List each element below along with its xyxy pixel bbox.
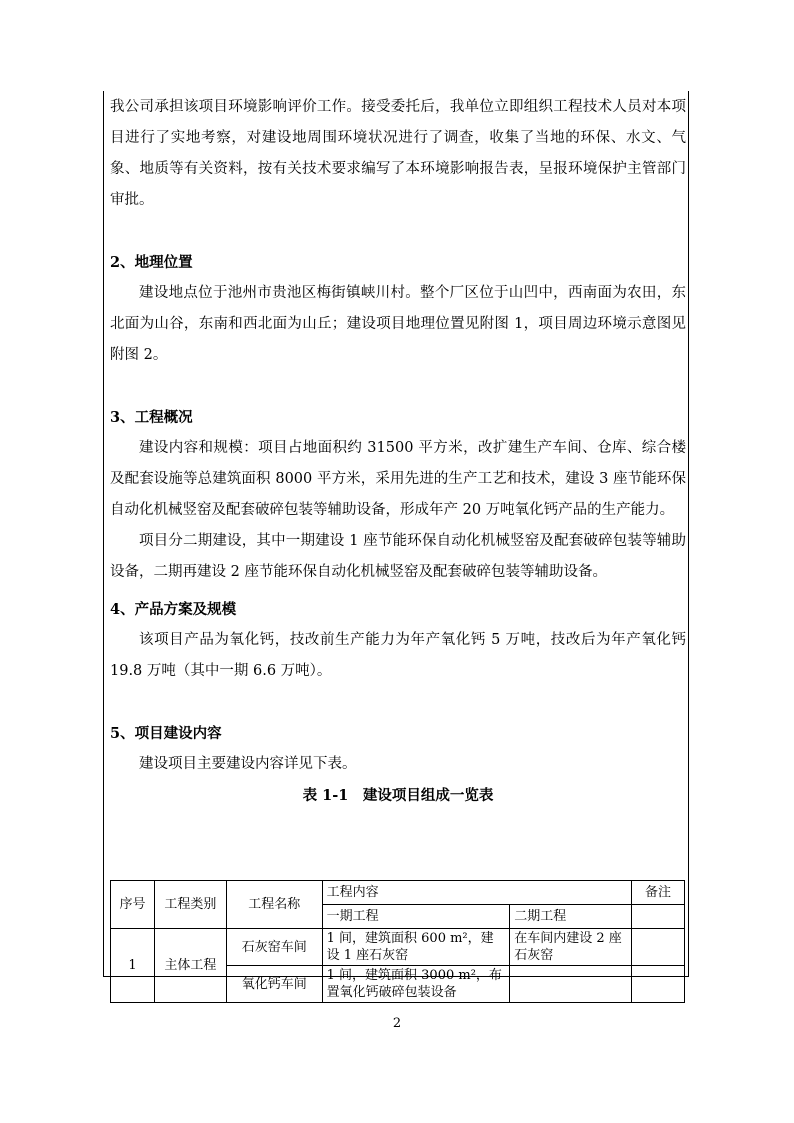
page-number: 2 [392,1016,402,1031]
header-name: 工程名称 [226,881,322,929]
row-remark [632,966,685,1003]
header-phase2: 二期工程 [510,905,632,929]
row-category: 主体工程 [154,929,226,1003]
row-phase1: 1 间，建筑面积 3000 m²，布置氧化钙破碎包装设备 [322,966,510,1003]
table-row [111,929,685,966]
header-phase1: 一期工程 [322,905,510,929]
header-seq: 序号 [111,881,155,929]
row-seq: 1 [111,929,155,1003]
product-paragraph: 该项目产品为氧化钙，技改前生产能力为年产氧化钙 5 万吨，技改后为年产氧化钙 19.8 万吨（其中一期 6.6 万吨）。 [110,632,686,679]
intro-paragraph: 我公司承担该项目环境影响评价工作。接受委托后，我单位立即组织工程技术人员对本项目进行了实地考察，对建设地周围环境状况进行了调查，收集了当地的环保、水文、气象、地质等有关资料，按有关技术要求编写了本环境影响报告表，呈报环境保护主管部门审批。 [110,99,686,208]
section-heading-overview: 3、工程概况 [110,409,193,426]
project-composition-table [110,880,685,1003]
header-remark: 备注 [632,881,685,905]
construction-paragraph: 建设项目主要建设内容详见下表。 [139,756,357,772]
location-paragraph: 建设地点位于池州市贵池区梅街镇峡川村。整个厂区位于山凹中，西南面为农田，东北面为山谷，东南和西北面为山丘；建设项目地理位置见附图 1，项目周边环境示意图见附图 2。 [110,285,686,363]
overview-paragraph-1: 建设内容和规模：项目占地面积约 31500 平方米，改扩建生产车间、仓库、综合楼及配套设施等总建筑面积 8000 平方米，采用先进的生产工艺和技术，建设 3 座节能环保自动化机械竖窑及配套破碎包装等辅助设备，形成年产 20 万吨氧化钙产品的生产能力。 [110,440,686,518]
row-name: 石灰窑车间 [226,929,322,966]
header-content: 工程内容 [322,881,631,905]
header-category: 工程类别 [154,881,226,929]
row-name: 氧化钙车间 [226,966,322,1003]
document-body [110,92,686,811]
section-heading-location: 2、地理位置 [110,254,193,271]
row-phase1: 1 间，建筑面积 600 m²，建设 1 座石灰窑 [322,929,510,966]
row-phase2 [510,966,632,1003]
row-phase2: 在车间内建设 2 座石灰窑 [510,929,632,966]
overview-paragraph-2: 项目分二期建设，其中一期建设 1 座节能环保自动化机械竖窑及配套破碎包装等辅助设备，二期再建设 2 座节能环保自动化机械竖窑及配套破碎包装等辅助设备。 [110,533,686,580]
row-remark [632,929,685,966]
table-caption: 表 1-1 建设项目组成一览表 [302,787,494,804]
section-heading-product: 4、产品方案及规模 [110,601,237,618]
header-remark-blank [632,905,685,929]
section-heading-construction: 5、项目建设内容 [110,725,222,742]
